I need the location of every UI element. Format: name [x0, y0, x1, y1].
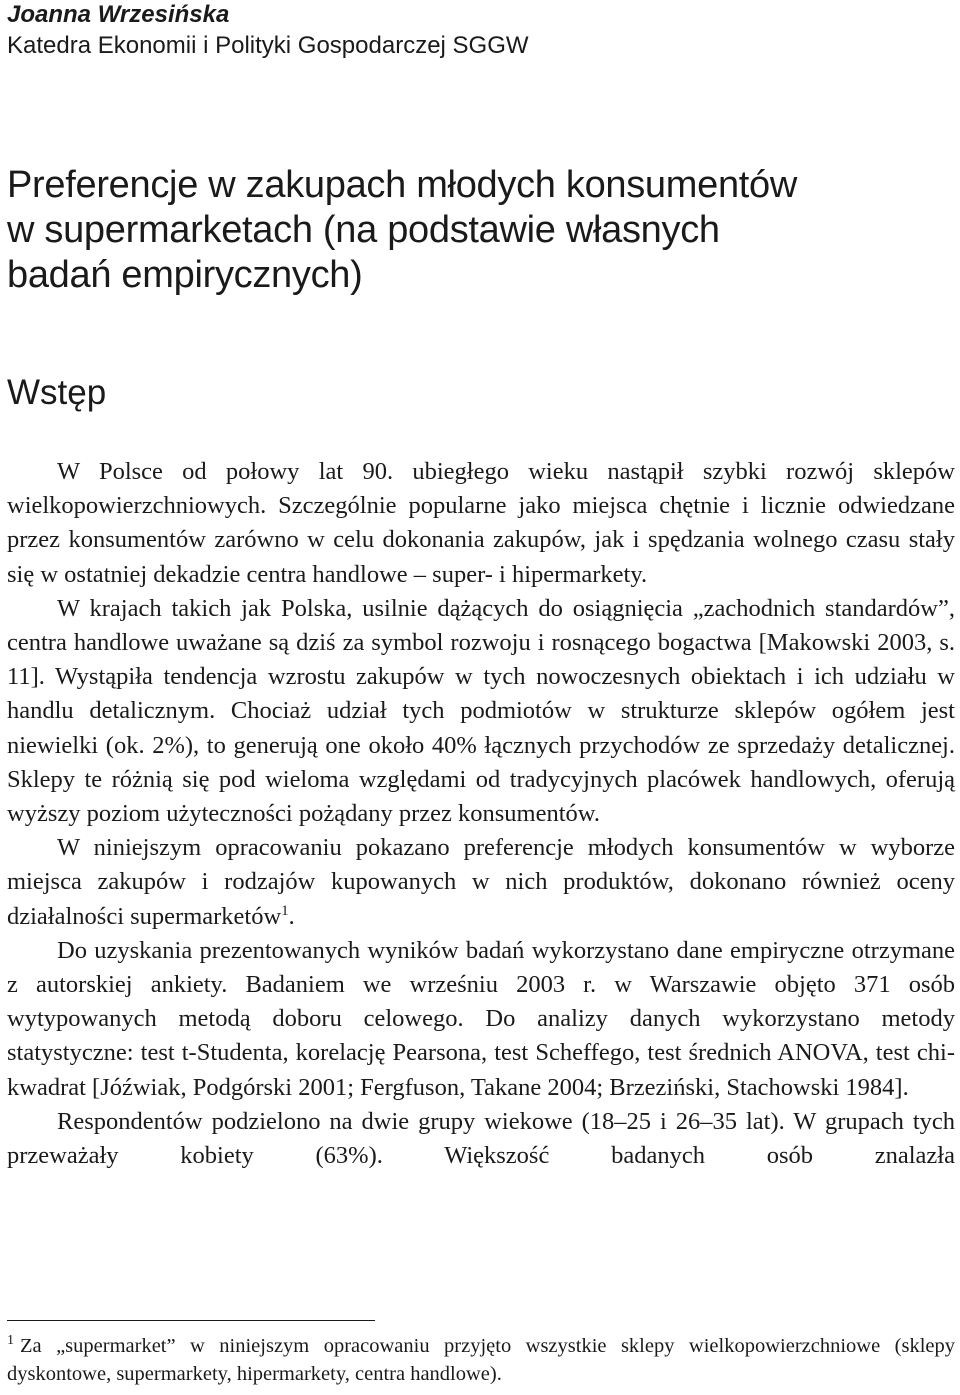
footnote-text: Za „supermarket” w niniejszym opracowaniu przyjęto wszystkie sklepy wielkopowierzchniowe (sklepy dyskontowe, supermarkety, hipermarkety, centra handlowe).	[7, 1335, 955, 1385]
paragraph-4-text: Do uzyskania prezentowanych wyników badań wykorzystano dane empiryczne otrzymane z autorskiej ankiety. Badaniem we wrześniu 2003 r. w Warszawie objęto 371 osób wytypowanych metodą doboru celowego. Do analizy danych wykorzystano metody statystyczne: test t-Studenta, korelację Pearsona, test Scheffego, test średnich ANOVA, test chi-kwadrat [Jóźwiak, Podgórski 2001; Fergfuson, Takane 2004; Brzeziński, Stachowski 1984].	[7, 936, 955, 1101]
paragraph-3	[7, 831, 955, 934]
footnote-mark: 1	[7, 1333, 14, 1348]
footnote-reference[interactable]: 1	[281, 902, 289, 919]
footnote	[7, 1332, 955, 1388]
paragraph-3-text-end: .	[288, 902, 295, 930]
title-line-2: w supermarketach (na podstawie własnych	[7, 209, 720, 251]
author-affiliation: Katedra Ekonomii i Polityki Gospodarczej SGGW	[7, 32, 529, 59]
paragraph-3-text: W niniejszym opracowaniu pokazano preferencje młodych konsumentów w wyborze miejsca zakupów i rodzajów kupowanych w nich produktów, dokonano również oceny działalności supermarketów	[7, 834, 955, 930]
paper-title	[7, 163, 947, 298]
paragraph-2	[7, 592, 955, 831]
paragraph-5	[7, 1105, 955, 1173]
section-heading: Wstęp	[7, 373, 107, 412]
paragraph-1	[7, 455, 955, 592]
author-name: Joanna Wrzesińska	[7, 1, 230, 28]
body-text	[7, 455, 955, 1173]
footnote-separator	[7, 1320, 375, 1321]
title-line-3: badań empirycznych)	[7, 254, 363, 296]
title-line-1: Preferencje w zakupach młodych konsumentów	[7, 164, 798, 206]
paragraph-4	[7, 934, 955, 1105]
paragraph-2-text: W krajach takich jak Polska, usilnie dążących do osiągnięcia „zachodnich standardów”, centra handlowe uważane są dziś za symbol rozwoju i rosnącego bogactwa [Makowski 2003, s. 11]. Wystąpiła tendencja wzrostu zakupów w tych nowoczesnych obiektach i ich udziału w handlu detalicznym. Chociaż udział tych podmiotów w strukturze sklepów ogółem jest niewielki (ok. 2%), to generują one około 40% łącznych przychodów ze sprzedaży detalicznej. Sklepy te różnią się pod wieloma względami od tradycyjnych placówek handlowych, oferują wyższy poziom użyteczności pożądany przez konsumentów.	[7, 594, 955, 828]
paragraph-1-text: W Polsce od połowy lat 90. ubiegłego wieku nastąpił szybki rozwój sklepów wielkopowierzchniowych. Szczególnie popularne jako miejsca chętnie i licznie odwiedzane przez konsumentów zarówno w celu dokonania zakupów, jak i spędzania wolnego czasu stały się w ostatniej dekadzie centra handlowe – super- i hipermarkety.	[7, 458, 955, 588]
paragraph-5-text: Respondentów podzielono na dwie grupy wiekowe (18–25 i 26–35 lat). W grupach tych przeważały kobiety (63%). Większość badanych osób znalazła	[7, 1107, 955, 1170]
